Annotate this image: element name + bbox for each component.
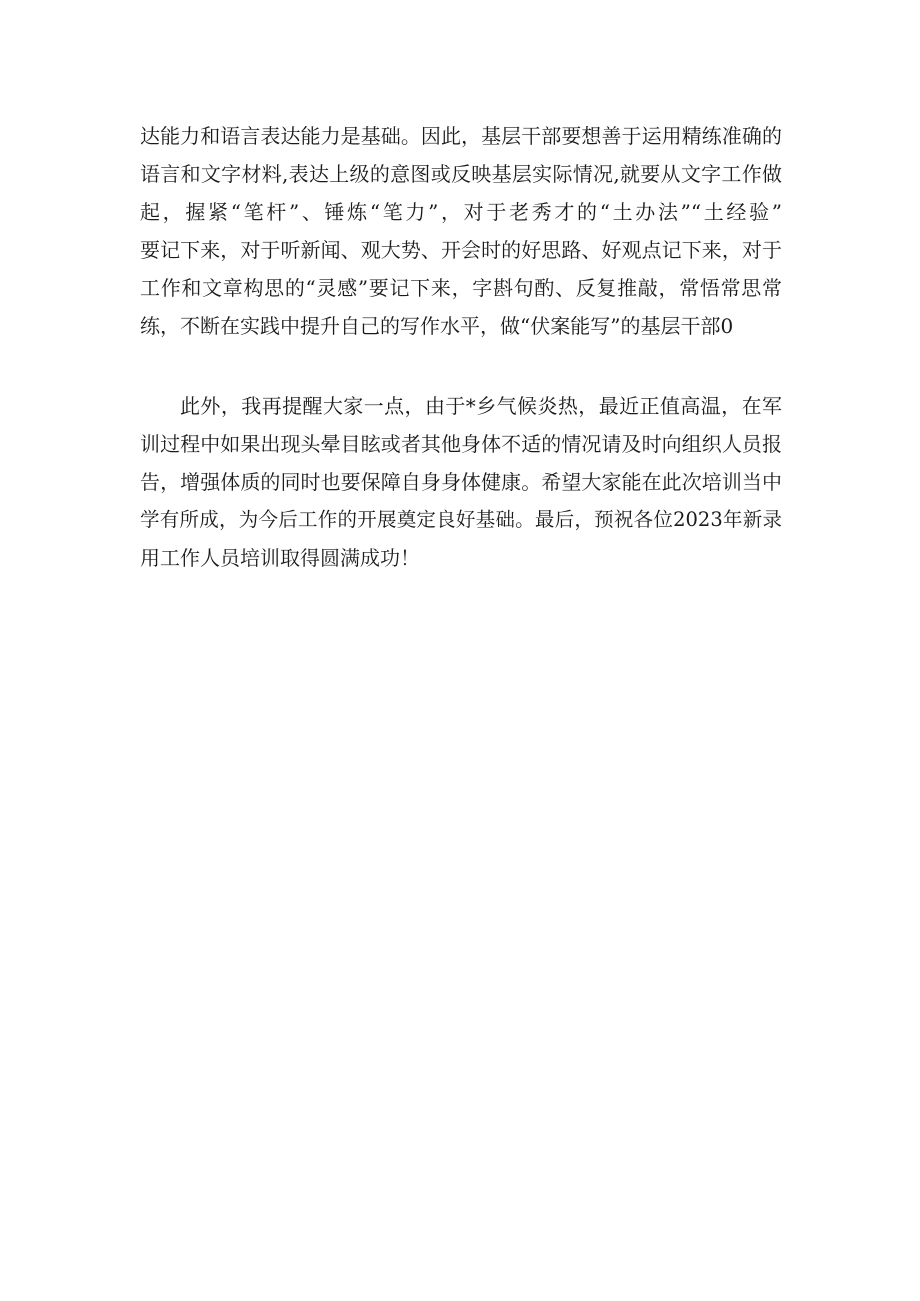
text-line: 起，握紧“笔杆”、锤炼“笔力”，对于老秀才的“土办法”“土经验” xyxy=(140,200,782,224)
text-line: 此外，我再提醒大家一点，由于*乡气候炎热，最近正值高温，在军 xyxy=(180,394,782,418)
text-line: 要记下来，对于听新闻、观大势、开会时的好思路、好观点记下来，对于 xyxy=(140,238,782,262)
text-line: 学有所成，为今后工作的开展奠定良好基础。最后，预祝各位2023年新录 xyxy=(140,508,782,531)
paragraph-spacer xyxy=(140,345,782,387)
text-line: 用工作人员培训取得圆满成功！ xyxy=(140,546,420,570)
paragraph-1 xyxy=(140,117,782,345)
document-body xyxy=(140,117,782,577)
text-line: 语言和文字材料,表达上级的意图或反映基层实际情况,就要从文字工作做 xyxy=(140,162,782,186)
text-line: 工作和文章构思的“灵感”要记下来，字斟句酌、反复推敲，常悟常思常 xyxy=(140,276,782,300)
text-line: 训过程中如果出现头晕目眩或者其他身体不适的情况请及时向组织人员报 xyxy=(140,432,782,456)
text-line: 告，增强体质的同时也要保障自身身体健康。希望大家能在此次培训当中 xyxy=(140,470,782,494)
text-line: 达能力和语言表达能力是基础。因此，基层干部要想善于运用精练准确的 xyxy=(140,124,782,148)
text-line: 练，不断在实践中提升自己的写作水平，做“伏案能写”的基层干部0 xyxy=(140,314,734,338)
paragraph-2 xyxy=(140,387,782,577)
